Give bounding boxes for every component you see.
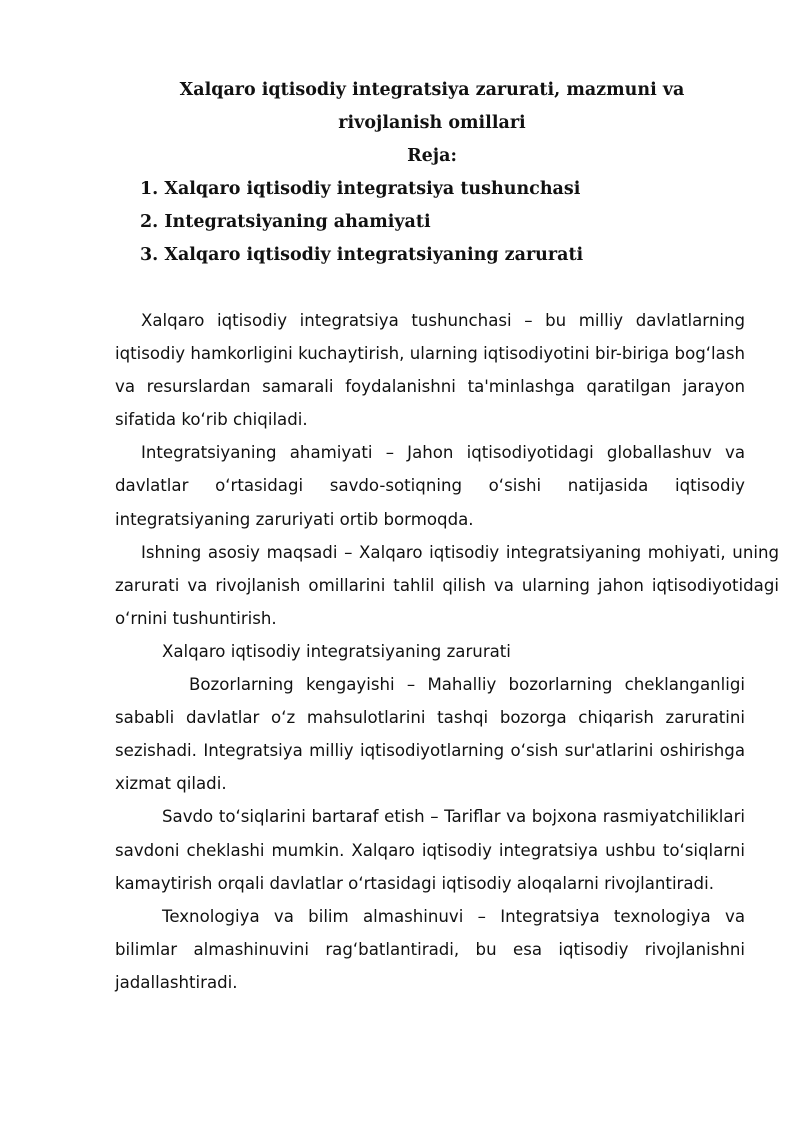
document-body: [115, 304, 779, 999]
plan-item-1: 1. Xalqaro iqtisodiy integratsiya tushunchasi: [140, 179, 581, 199]
plan-list: [140, 173, 583, 272]
paragraph-bozorlar-kengayishi: Bozorlarning kengayishi – Mahalliy bozorlarning cheklanganligi sababli davlatlar o‘z mahsulotlarini tashqi bozorga chiqarish zaruratini sezishadi. Integratsiya milliy iqtisodiyotlarning o‘sish sur'atlarini oshirishga xizmat qiladi.: [115, 675, 745, 794]
section-heading-zarurati: Xalqaro iqtisodiy integratsiyaning zarurati: [162, 641, 511, 661]
title-line-1: Xalqaro iqtisodiy integratsiya zarurati, mazmuni va: [179, 80, 685, 100]
plan-item-2: 2. Integratsiyaning ahamiyati: [140, 212, 431, 232]
paragraph-integratsiya-tushunchasi: Xalqaro iqtisodiy integratsiya tushunchasi – bu milliy davlatlarning iqtisodiy hamkorligini kuchaytirish, ularning iqtisodiyotini bir-biriga bog‘lash va resurslardan samarali foydalanishni ta'minlashga qaratilgan jarayon sifatida ko‘rib chiqiladi.: [115, 311, 745, 430]
plan-item-3: 3. Xalqaro iqtisodiy integratsiyaning zarurati: [140, 245, 584, 265]
paragraph-texnologiya-almashinuvi: Texnologiya va bilim almashinuvi – Integratsiya texnologiya va bilimlar almashinuvini rag‘batlantiradi, bu esa iqtisodiy rivojlanishni jadallashtiradi.: [115, 906, 745, 992]
plan-label: Reja:: [407, 146, 457, 166]
document-title: [100, 74, 764, 173]
paragraph-integratsiya-ahamiyati: Integratsiyaning ahamiyati – Jahon iqtisodiyotidagi globallashuv va davlatlar o‘rtasidagi savdo-sotiqning o‘sishi natijasida iqtisodiy integratsiyaning zaruriyati ortib bormoqda.: [115, 443, 745, 529]
title-line-2: rivojlanish omillari: [338, 113, 526, 133]
paragraph-ishning-maqsadi: Ishning asosiy maqsadi – Xalqaro iqtisodiy integratsiyaning mohiyati, uning zarurati va rivojlanish omillarini tahlil qilish va ularning jahon iqtisodiyotidagi o‘rnini tushuntirish.: [115, 542, 779, 628]
paragraph-savdo-tosiqlari: Savdo to‘siqlarini bartaraf etish – Tariflar va bojxona rasmiyatchiliklari savdoni cheklashi mumkin. Xalqaro iqtisodiy integratsiya ushbu to‘siqlarni kamaytirish orqali davlatlar o‘rtasidagi iqtisodiy aloqalarni rivojlantiradi.: [115, 807, 745, 893]
